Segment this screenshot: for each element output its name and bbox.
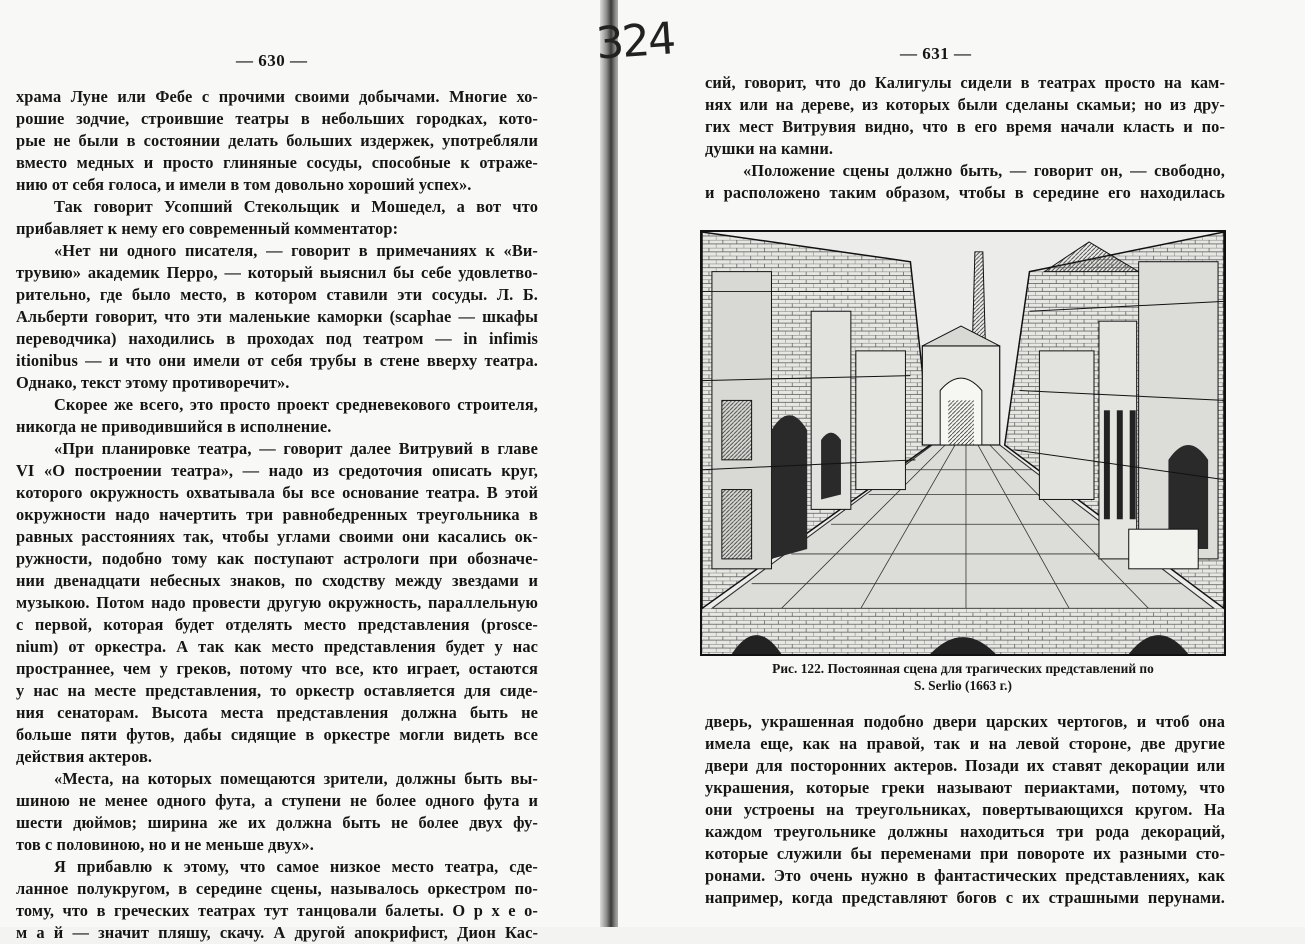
text-line: рительно, где было место, в котором ставили эти сосуды. Л. Б.: [16, 285, 538, 304]
text-line: больше пяти футов, дабы сидящие в оркестре могли видеть все: [16, 725, 538, 744]
text-line: ланное полукругом, в середине сцены, называлось оркестром по-: [16, 879, 538, 898]
text-line: трувию» академик Перро, — который выяснил бы себе удовлетво-: [16, 263, 538, 282]
stage-engraving-figure: [700, 230, 1226, 656]
text-line: ронами. Это очень нужно в фантастических представлениях, как: [705, 866, 1225, 885]
text-line: Я прибавлю к этому, что самое низкое место театра, сде-: [54, 857, 538, 876]
text-line: никогда не приводившийся в исполнение.: [16, 417, 332, 436]
text-line: которого окружность охватывала бы все основание театра. В этой: [16, 483, 538, 502]
figure-caption: [700, 660, 1226, 694]
text-line: душки на камни.: [705, 139, 834, 158]
text-line: каждом треугольнике должны находиться три рода декораций,: [705, 822, 1225, 841]
text-line: равных расстояниях так, чтобы углами своими они касались ок-: [16, 527, 538, 546]
text-line: украшения, которые греки называют периактами, потому, что: [705, 778, 1225, 797]
text-line: VI «О построении театра», — надо из средоточия описать круг,: [16, 461, 538, 480]
text-line: гих мест Витрувия видно, что в его время начали класть и по-: [705, 117, 1225, 136]
text-line: двери для посторонних актеров. Позади их ставят декорации или: [705, 756, 1225, 775]
text-line: окружности надо начертить три равнобедренных треугольника в: [16, 505, 538, 524]
page-number: — 631 —: [900, 44, 972, 63]
text-column-bottom: [705, 711, 1225, 909]
text-line: храма Луне или Фебе с прочими своими добычами. Многие хо-: [16, 87, 538, 106]
text-line: Скорее же всего, это просто проект средневекового строителя,: [54, 395, 538, 414]
text-line: «При планировке театра, — говорит далее Витрувий в главе: [54, 439, 538, 458]
text-line: рошие зодчие, строившие театры в небольших городках, кото-: [16, 109, 538, 128]
text-line: переводчика) находились в проходах под театром — in infimis: [16, 329, 538, 348]
text-line: Альберти говорит, что эти маленькие каморки (scaphae — шкафы: [16, 307, 538, 326]
text-line: пространнее, чем у греков, потому что все, кто играет, остаются: [16, 659, 538, 678]
text-line: «Положение сцены должно быть, — говорит он, — свободно,: [743, 161, 1225, 180]
text-line: м а й — значит пляшу, скачу. А другой апокрифист, Дион Кас-: [16, 923, 538, 942]
text-line: тов с половиною, но и не меньше двух».: [16, 835, 314, 854]
stage-engraving-illustration: [702, 232, 1224, 654]
text-line: Так говорит Усопший Стекольщик и Мошедел, а вот что: [54, 197, 538, 216]
text-line: «Места, на которых помещаются зрители, должны быть вы-: [54, 769, 538, 788]
text-line: «Нет ни одного писателя, — говорит в примечаниях к «Ви-: [54, 241, 538, 260]
text-line: тому, что в греческих театрах тут танцовали балеты. О р х е о-: [16, 901, 538, 920]
text-line: рые не были в состоянии делать больших издержек, употребляли: [16, 131, 538, 150]
text-line: сий, говорит, что до Калигулы сидели в театрах просто на кам-: [705, 73, 1225, 92]
text-line: дверь, украшенная подобно двери царских чертогов, и чтоб она: [705, 712, 1225, 731]
caption-line: Рис. 122. Постоянная сцена для трагических представлений по: [772, 661, 1154, 676]
text-line: музыкою. Потом надо провести другую окружность, параллельную: [16, 593, 538, 612]
text-line: прибавляет к нему его современный комментатор:: [16, 219, 399, 238]
text-line: ния сенаторам. Высота места представления должна быть не: [16, 703, 538, 722]
text-line: itionibus — и что они имели от себя трубы в стене вверху театра.: [16, 351, 538, 370]
text-line: вместо медных и просто глиняные сосуды, способные к отраже-: [16, 153, 538, 172]
text-line: с первой, которая будет отделять место представления (prosce-: [16, 615, 538, 634]
text-line: нию от себя голоса, и имели в том довольно хороший успех».: [16, 175, 472, 194]
text-line: шести дюймов; ширина же их должна быть не более двух фу-: [16, 813, 538, 832]
text-column: [16, 86, 538, 944]
text-line: ружности, подобно тому как поступают астрологи при обозначе-: [16, 549, 538, 568]
text-line: которые служили бы переменами при повороте их разными сто-: [705, 844, 1225, 863]
text-line: например, когда представляют богов с их страшными перунами.: [705, 888, 1225, 907]
page-number: — 630 —: [236, 51, 308, 70]
left-page: [0, 0, 604, 942]
text-column-top: [705, 72, 1225, 204]
text-line: нии двенадцати небесных знаков, по сходству между звездами и: [16, 571, 538, 590]
text-line: нях или на дереве, из которых были сделаны скамьи; но из дру-: [705, 95, 1225, 114]
text-line: действия актеров.: [16, 747, 153, 766]
text-line: они устроены на треугольниках, повертывающихся кругом. На: [705, 800, 1225, 819]
caption-line: S. Serlio (1663 г.): [914, 678, 1012, 693]
text-line: у нас на месте представления, то оркестр оставляется для сиде-: [16, 681, 538, 700]
text-line: Однако, текст этому противоречит».: [16, 373, 290, 392]
right-page: [618, 0, 1305, 927]
handwritten-page-number: 324: [594, 13, 676, 70]
text-line: nium) от оркестра. А так как место представления будет у нас: [16, 637, 538, 656]
text-line: шиною не менее одного фута, а ступени не более одного фута и: [16, 791, 538, 810]
text-line: имела еще, как на правой, так и на левой стороне, две другие: [705, 734, 1225, 753]
text-line: и расположено таким образом, чтобы в середине его находилась: [705, 183, 1225, 202]
